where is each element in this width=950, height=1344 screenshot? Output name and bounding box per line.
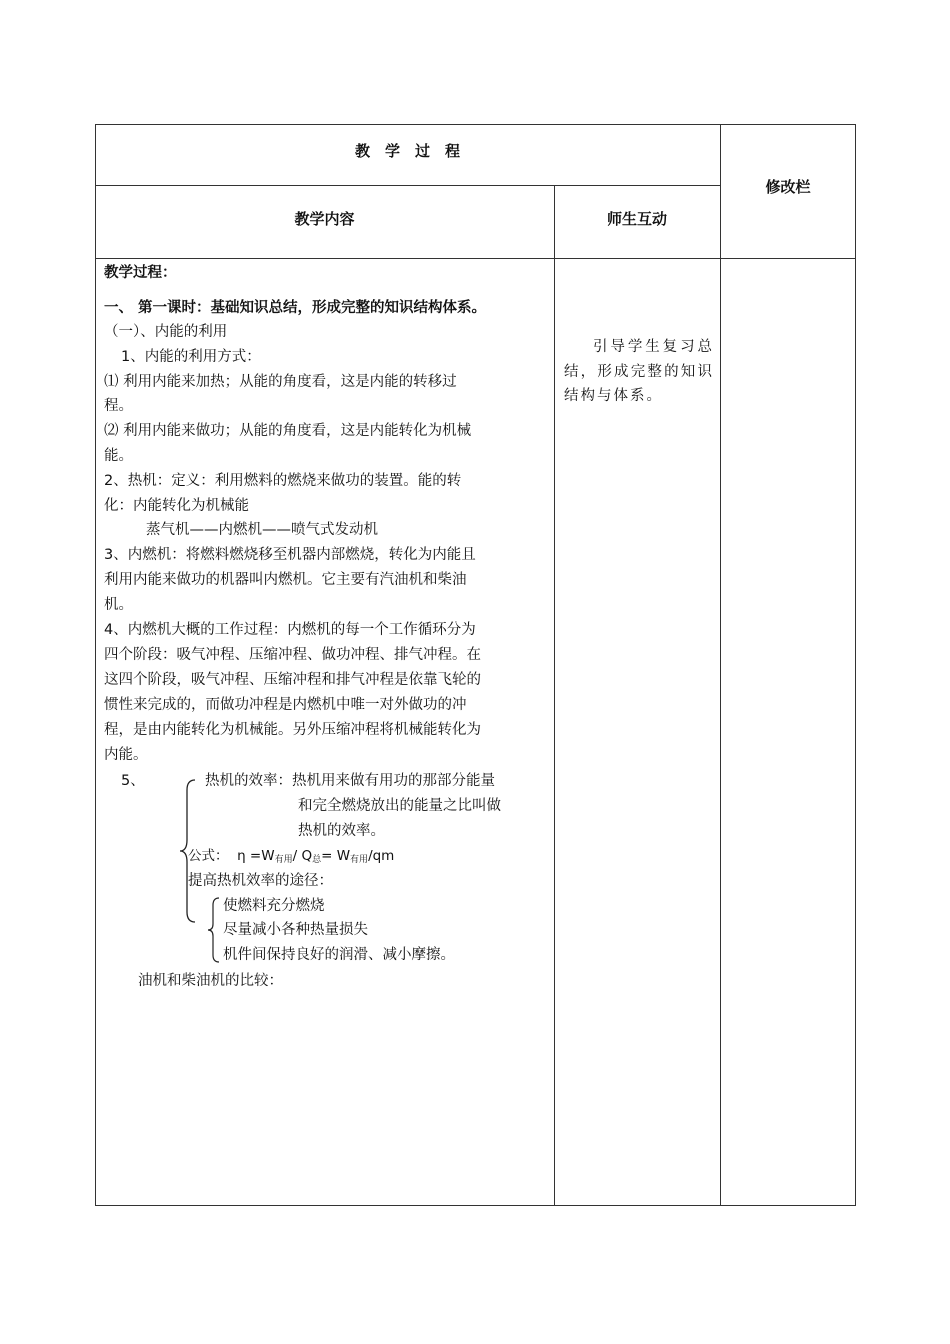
interaction-note: 引导学生复习总结，形成完整的知识结构与体系。 [564,339,714,404]
item-3-line-c: 机。 [104,597,133,613]
improve-item-2: 尽量减小各种热量损失 [223,922,368,938]
item-3-line-a: 3、内燃机：将燃料燃烧移至机器内部燃烧，转化为内能且 [104,547,476,563]
divider-interaction-column [554,185,555,1206]
item-3-line-b: 利用内能来做功的机器叫内燃机。它主要有汽油机和柴油 [104,572,467,588]
item-1-2-line-a: ⑵ 利用内能来做功；从能的角度看，这是内能转化为机械 [104,423,472,439]
efficiency-line-b: 和完全燃烧放出的能量之比叫做 [298,798,501,814]
efficiency-formula [188,844,394,872]
efficiency-line-c: 热机的效率。 [298,823,385,839]
formula-subscript-useful: 有用 [274,855,293,865]
improve-title: 提高热机效率的途径： [188,873,333,889]
lesson-title: 一、 第一课时：基础知识总结，形成完整的知识结构体系。 [104,300,487,316]
item-1: 1、内能的利用方式： [121,349,261,365]
formula-part-3: = W [321,848,351,864]
item-2-line-c: 蒸气机——内燃机——喷气式发动机 [146,522,378,538]
divider-body-row [95,258,856,259]
item-4-line-e: 程，是由内能转化为机械能。另外压缩冲程将机械能转化为 [104,722,481,738]
item-4-line-a: 4、内燃机大概的工作过程：内燃机的每一个工作循环分为 [104,622,476,638]
divider-header-row [95,185,720,186]
content-heading: 教学过程： [104,265,177,281]
divider-revision-column [720,124,721,1206]
formula-subscript-total: 总 [312,855,322,865]
formula-subscript-useful-2: 有用 [350,855,369,865]
section-heading: （一）、内能的利用 [104,324,228,340]
item-4-line-d: 惯性来完成的，而做功冲程是内燃机中唯一对外做功的冲 [104,697,467,713]
item-1-1-line-a: ⑴ 利用内能来加热；从能的角度看，这是内能的转移过 [104,374,457,390]
item-1-2-line-b: 能。 [104,448,133,464]
revision-column-title: 修改栏 [765,178,811,196]
interaction-column-title: 师生互动 [606,210,667,228]
formula-part-2: / Q [292,848,313,864]
improve-item-3: 机件间保持良好的润滑、减小摩擦。 [223,947,455,963]
brace-small-icon [207,896,221,964]
item-5-number: 5、 [121,773,145,789]
item-4-line-c: 这四个阶段，吸气冲程、压缩冲程和排气冲程是依靠飞轮的 [104,672,481,688]
comparison-heading: 油机和柴油机的比较： [138,973,283,989]
item-1-1-line-b: 程。 [104,398,133,414]
content-column-title: 教学内容 [294,210,355,228]
process-title: 教 学 过 程 [354,142,460,160]
item-4-line-f: 内能。 [104,747,148,763]
item-4-line-b: 四个阶段：吸气冲程、压缩冲程、做功冲程、排气冲程。在 [104,647,481,663]
item-2-line-a: 2、热机：定义：利用燃料的燃烧来做功的装置。能的转 [104,473,462,489]
item-2-line-b: 化：内能转化为机械能 [104,498,249,514]
improve-item-1: 使燃料充分燃烧 [223,898,325,914]
formula-part-1: 公式： η =W [188,848,275,864]
formula-part-4: /qm [368,848,395,864]
efficiency-line-a: 热机的效率：热机用来做有用功的那部分能量 [205,773,495,789]
